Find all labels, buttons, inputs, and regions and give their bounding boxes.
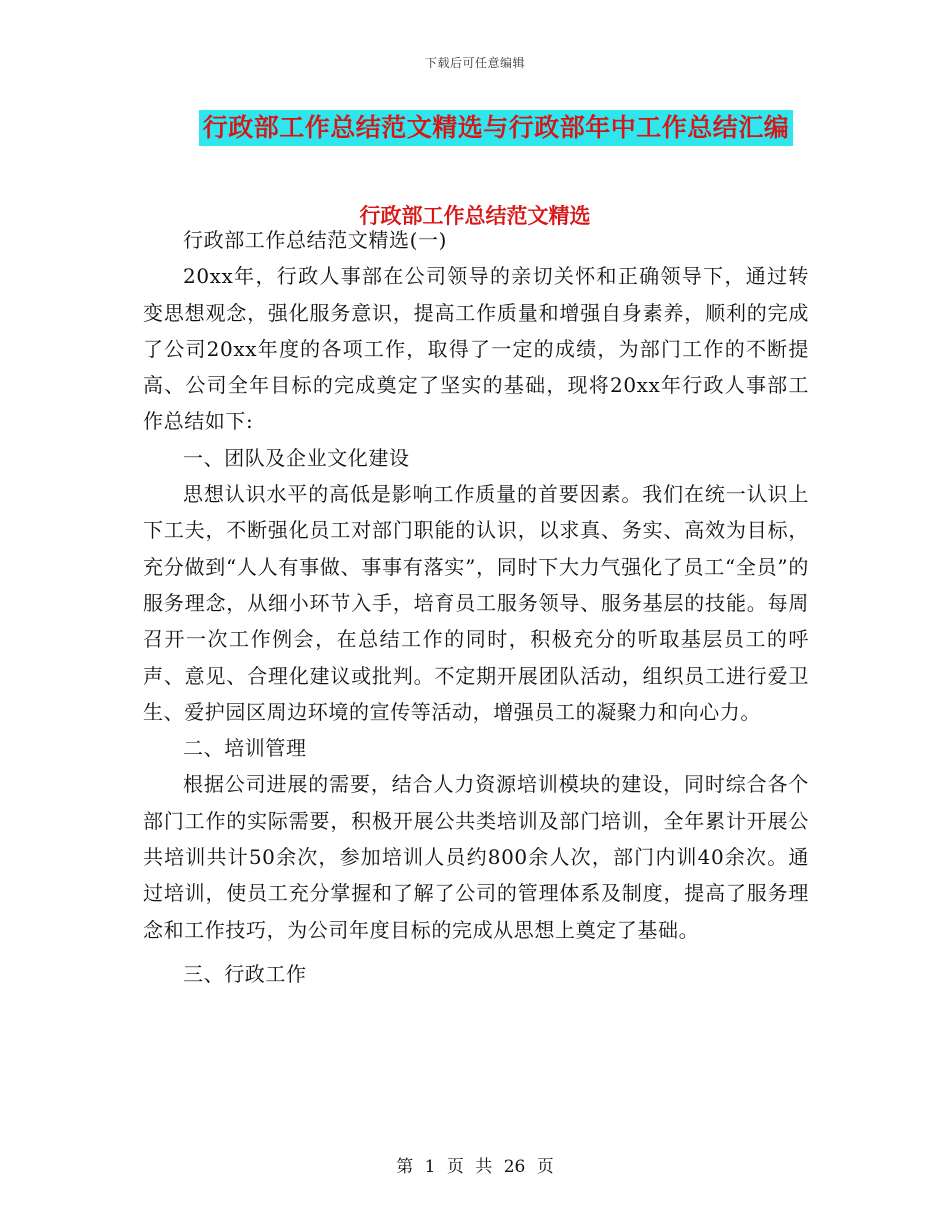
- subheading-example-one: 行政部工作总结范文精选(一): [183, 228, 448, 252]
- paragraph-training: 根据公司进展的需要，结合人力资源培训模块的建设，同时综合各个部门工作的实际需要，积极开展公共类培训及部门培训，全年累计开展公共培训共计50余次，参加培训人员约800余人次，部门内训40余次。通过培训，使员工充分掌握和了解了公司的管理体系及制度，提高了服务理念和工作技巧，为公司年度目标的完成从思想上奠定了基础。: [143, 772, 809, 942]
- document-body: [143, 220, 809, 992]
- paragraph-team-culture: 思想认识水平的高低是影响工作质量的首要因素。我们在统一认识上下工夫，不断强化员工对部门职能的认识，以求真、务实、高效为目标，充分做到“人人有事做、事事有落实”，同时下大力气强化了员工“全员”的服务理念，从细小环节入手，培育员工服务领导、服务基层的技能。每周召开一次工作例会，在总结工作的同时，积极充分的听取基层员工的呼声、意见、合理化建议或批判。不定期开展团队活动，组织员工进行爱卫生、爱护园区周边环境的宣传等活动，增强员工的凝聚力和向心力。: [143, 482, 809, 724]
- section-title: 行政部工作总结范文精选: [359, 203, 591, 228]
- page-footer: 第 1 页 共 26 页: [396, 1157, 554, 1177]
- main-title-wrapper: [0, 110, 950, 146]
- heading-team-culture: 一、团队及企业文化建设: [183, 445, 410, 470]
- main-title: 行政部工作总结范文精选与行政部年中工作总结汇编: [199, 110, 794, 146]
- header-note: 下载后可任意编辑: [424, 56, 525, 70]
- heading-admin-work: 三、行政工作: [183, 961, 307, 986]
- heading-training: 二、培训管理: [183, 736, 307, 761]
- intro-paragraph: 20xx年，行政人事部在公司领导的亲切关怀和正确领导下，通过转变思想观念，强化服务意识，提高工作质量和增强自身素养，顺利的完成了公司20xx年度的各项工作，取得了一定的成绩，为部门工作的不断提高、公司全年目标的完成奠定了坚实的基础，现将20xx年行政人事部工作总结如下:: [143, 264, 809, 434]
